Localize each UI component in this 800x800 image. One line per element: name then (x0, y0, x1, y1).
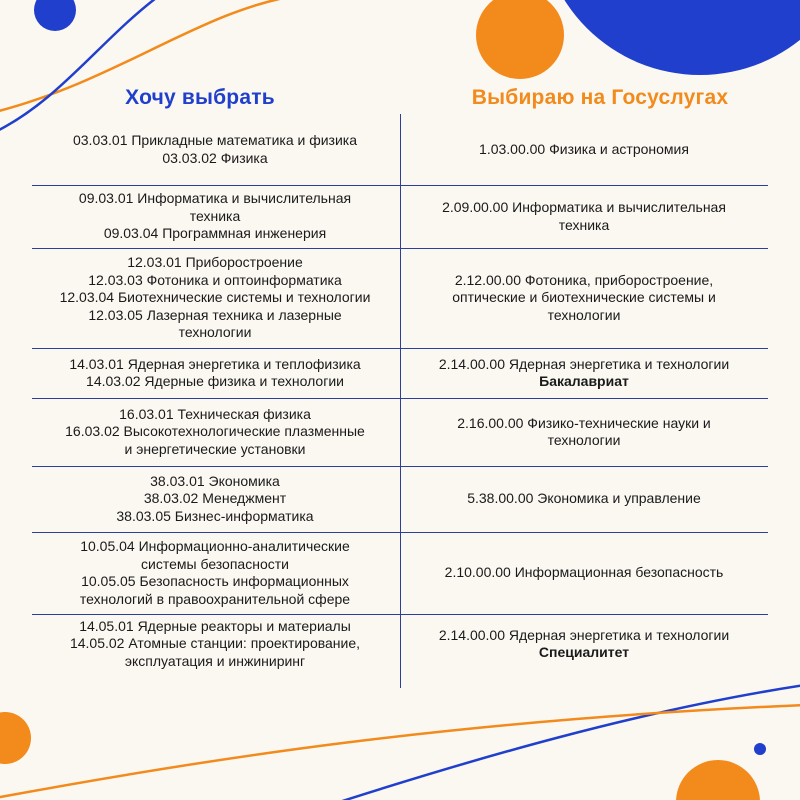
group-line: 2.09.00.00 Информатика и вычислительная (442, 199, 726, 215)
gosuslugi-group-cell (400, 348, 768, 398)
current-program-cell (30, 532, 400, 614)
group-line: 2.16.00.00 Физико-технические науки и (457, 414, 711, 431)
blue-arc-top-right (540, 0, 800, 75)
table-row (30, 185, 768, 248)
program-line: 10.05.05 Безопасность информационных (81, 573, 349, 589)
group-line: технологии (547, 306, 621, 323)
program-line: 16.03.01 Техническая физика (119, 405, 311, 422)
orange-circle-bottom-right (676, 760, 760, 800)
group-line: 1.03.00.00 Физика и астрономия (479, 140, 689, 157)
group-line: 2.10.00.00 Информационная безопасность (444, 564, 724, 581)
program-line: технологий в правоохранительной сфере (79, 590, 351, 607)
group-line: 2.12.00.00 Фотоника, приборостроение, (454, 271, 714, 288)
program-line: и энергетические установки (124, 440, 306, 457)
program-line: техника (189, 207, 241, 224)
blue-dot-top-left (34, 0, 76, 31)
program-line: 09.03.01 Информатика и вычислительная (78, 190, 352, 207)
table-row (30, 466, 768, 532)
current-program-cell (30, 398, 400, 466)
group-line: 5.38.00.00 Экономика и управление (467, 490, 701, 507)
blue-swoosh-top (0, 0, 160, 132)
current-program-cell (30, 248, 400, 348)
table-row (30, 532, 768, 614)
program-line: 38.03.02 Менеджмент (143, 490, 287, 507)
program-line: 12.03.01 Приборостроение (127, 254, 303, 271)
group-line: 2.14.00.00 Ядерная энергетика и технологии (438, 355, 730, 372)
group-line: оптические и биотехнические системы и (452, 289, 716, 306)
current-program-cell (30, 348, 400, 398)
program-line: 14.03.02 Ядерные физика и технологии (86, 373, 344, 389)
column-title-want: Хочу выбрать (125, 86, 275, 109)
program-line: 03.03.01 Прикладные математика и физика (72, 132, 358, 148)
blue-dot-bottom-right (754, 743, 766, 755)
gosuslugi-group-cell (400, 532, 768, 614)
group-line: 2.14.00.00 Ядерная энергетика и технологии (438, 626, 730, 643)
program-line: 38.03.01 Экономика (150, 472, 280, 489)
current-program-cell (30, 114, 400, 185)
program-line: 14.05.02 Атомные станции: проектирование, (69, 635, 361, 652)
table-row (30, 248, 768, 348)
program-line: 12.03.05 Лазерная техника и лазерные (88, 306, 342, 323)
current-program-cell (30, 614, 400, 674)
current-program-cell (30, 185, 400, 248)
table-row (30, 614, 768, 674)
program-line: 03.03.02 Физика (162, 149, 268, 166)
program-line: 16.03.02 Высокотехнологические плазменные (65, 423, 365, 440)
gosuslugi-group-cell (400, 114, 768, 185)
education-level-label: Бакалавриат (539, 373, 629, 389)
program-line: 14.03.01 Ядерная энергетика и теплофизика (69, 355, 361, 372)
gosuslugi-group-cell (400, 398, 768, 466)
column-title-gosuslugi: Выбираю на Госуслугах (471, 86, 729, 109)
gosuslugi-group-cell (400, 466, 768, 532)
gosuslugi-group-cell (400, 185, 768, 248)
program-line: системы безопасности (141, 555, 289, 572)
program-line: 12.03.03 Фотоника и оптоинформатика (88, 271, 342, 288)
table-row (30, 398, 768, 466)
program-line: 38.03.05 Бизнес-информатика (116, 507, 314, 524)
program-line: 09.03.04 Программная инженерия (103, 225, 327, 242)
group-line: техника (558, 216, 610, 233)
program-line: эксплуатация и инжиниринг (124, 652, 306, 669)
group-line: технологии (547, 432, 621, 448)
program-line: технологии (178, 324, 252, 341)
education-level-label: Специалитет (538, 644, 630, 660)
program-line: 12.03.04 Биотехнические системы и технологии (59, 289, 371, 306)
table-row (30, 348, 768, 398)
program-line: 14.05.01 Ядерные реакторы и материалы (79, 617, 351, 634)
gosuslugi-group-cell (400, 248, 768, 348)
table-row (30, 114, 768, 185)
orange-circle-bottom-left (0, 712, 31, 764)
current-program-cell (30, 466, 400, 532)
gosuslugi-group-cell (400, 614, 768, 674)
orange-circle-top (476, 0, 564, 79)
program-line: 10.05.04 Информационно-аналитические (80, 538, 350, 554)
